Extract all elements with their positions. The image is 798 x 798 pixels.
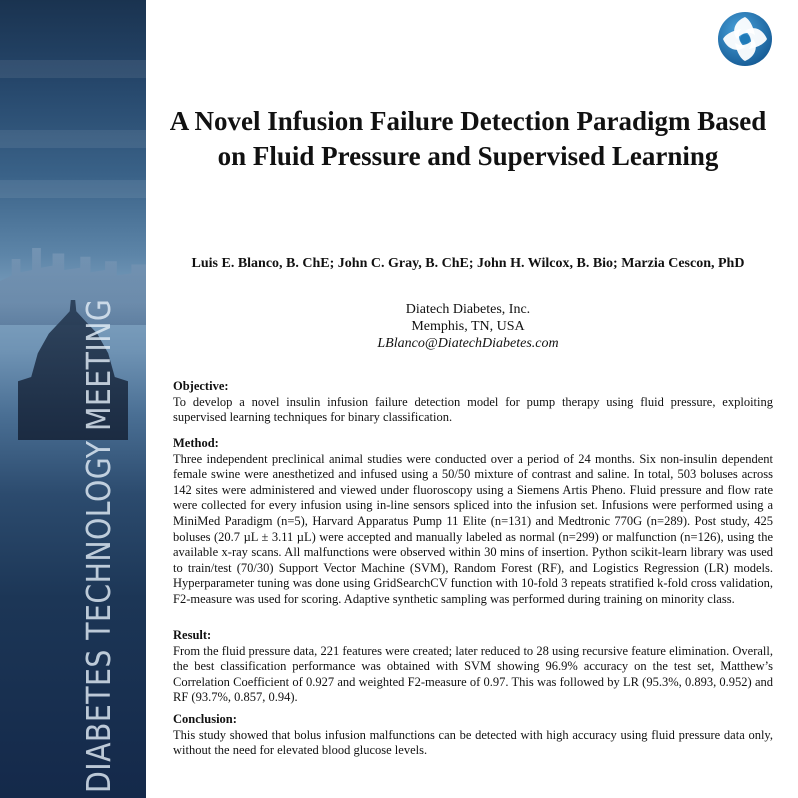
affiliation — [168, 301, 768, 352]
section-heading: Conclusion: — [173, 712, 237, 726]
author-list: Luis E. Blanco, B. ChE; John C. Gray, B. ChE; John H. Wilcox, B. Bio; Marzia Cescon, PhD — [191, 256, 745, 271]
affiliation-email: LBlanco@DiatechDiabetes.com — [377, 336, 559, 351]
section-body: From the fluid pressure data, 221 features were created; later reduced to 28 using recursive feature elimination. Overall, the best classification performance was obtained with SVM showing 96.9% accuracy on the test set, Matthew’s Correlation Coefficient of 0.927 and weighted F2-measure of 0.97. This was followed by LR (95.3%, 0.893, 0.952) and RF (93.7%, 0.857, 0.94). — [173, 643, 773, 705]
section-objective — [173, 379, 773, 426]
section-heading: Objective: — [173, 379, 229, 393]
section-body: To develop a novel insulin infusion failure detection model for pump therapy using fluid pressure, exploiting supervised learning techniques for binary classification. — [173, 394, 773, 425]
banner-text: DIABETES TECHNOLOGY MEETING — [79, 298, 118, 793]
affiliation-org: Diatech Diabetes, Inc. — [405, 302, 531, 317]
section-heading: Method: — [173, 436, 219, 450]
sky-streak — [0, 60, 146, 78]
section-conclusion — [173, 712, 773, 759]
section-body: This study showed that bolus infusion malfunctions can be detected with high accuracy using fluid pressure data only, without the need for elevated blood glucose levels. — [173, 727, 773, 758]
sidebar-banner — [0, 0, 146, 798]
section-result — [173, 628, 773, 706]
sky-streak — [0, 130, 146, 148]
page-title: A Novel Infusion Failure Detection Paradigm Based on Fluid Pressure and Supervised Learning — [169, 106, 767, 171]
section-method — [173, 436, 773, 608]
sky-streak — [0, 180, 146, 198]
section-body: Three independent preclinical animal studies were conducted over a period of 24 months. Six non-insulin dependent female swine were anesthetized and infused using a 50/50 mixture of contrast and saline. In total, 503 boluses across 142 sites were administered and viewed under fluoroscopy using a Siemens Artis Pheno. Fluid pressure and flow rate were collected for every infusion using in-line sensors spliced into the infusion set. Infusions were performed using a MiniMed Paradigm (n=5), Harvard Apparatus Pump 11 Elite (n=131) and Medtronic 770G (n=289). Post study, 425 boluses (20.7 µL ± 3.11 µL) were accepted and manually labeled as normal (n=299) or malfunction (n=126), using the available x-ray scans. All malfunctions were observed within 30 mins of insertion. Python scikit-learn library was used to train/test (70/30) Support Vector Machine (SVM), Random Forest (RF), and Logistics Regression (LR) models. Hyperparameter tuning was done using GridSearchCV function with 10-fold 3 repeats stratified k-fold cross validation, F2-measure was used for scoring. Adaptive synthetic sampling was performed during training on minority class. — [173, 451, 773, 606]
swirl-logo-icon — [717, 11, 773, 67]
affiliation-location: Memphis, TN, USA — [411, 319, 525, 334]
section-heading: Result: — [173, 628, 212, 642]
